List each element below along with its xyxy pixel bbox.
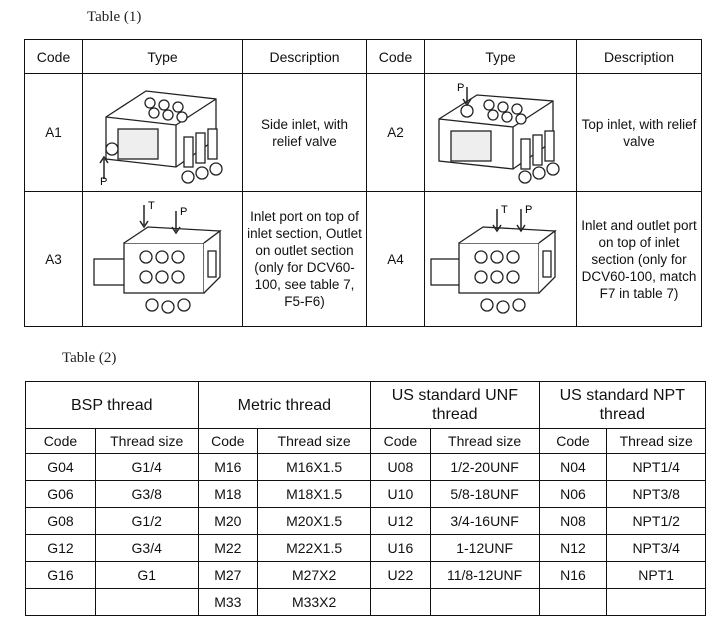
- code-cell: A2: [367, 74, 425, 192]
- group-header-unf: US standard UNF thread: [371, 382, 539, 429]
- table-cell: U12: [371, 508, 431, 535]
- table-cell: N08: [539, 508, 607, 535]
- table-cell: NPT1/4: [607, 454, 706, 481]
- table2-caption: Table (2): [62, 350, 117, 366]
- port-label: P: [179, 206, 187, 218]
- table-cell: M18: [198, 481, 258, 508]
- table-cell: NPT1: [607, 562, 706, 589]
- subheader-thread-size: Thread size: [430, 429, 539, 454]
- group-header-metric: Metric thread: [198, 382, 371, 429]
- subheader-thread-size: Thread size: [607, 429, 706, 454]
- table1-caption: Table (1): [87, 9, 142, 25]
- table-row: [25, 192, 702, 327]
- subheader-code: Code: [26, 429, 96, 454]
- table-cell: [607, 589, 706, 616]
- table-cell: G12: [26, 535, 96, 562]
- port-label: P: [99, 175, 107, 187]
- port-label: T: [147, 200, 155, 212]
- table-row: [25, 74, 702, 192]
- table-cell: [26, 589, 96, 616]
- port-label: P: [456, 81, 464, 94]
- description-cell: Inlet port on top of inlet section, Outlet on outlet section (only for DCV60-100, see table 7, F5-F6): [243, 192, 367, 327]
- table-row: [26, 454, 706, 481]
- table-cell: U22: [371, 562, 431, 589]
- table-cell: 1-12UNF: [430, 535, 539, 562]
- port-label: T: [500, 204, 508, 216]
- valve-illustration-a1: [83, 74, 243, 192]
- table-cell: M16X1.5: [258, 454, 371, 481]
- table-cell: M33X2: [258, 589, 371, 616]
- table-cell: N06: [539, 481, 607, 508]
- table-cell: G1/2: [95, 508, 198, 535]
- table-cell: [95, 589, 198, 616]
- table-row: [26, 535, 706, 562]
- table-cell: G3/8: [95, 481, 198, 508]
- table-cell: M27: [198, 562, 258, 589]
- table-cell: M22: [198, 535, 258, 562]
- table-row: [26, 589, 706, 616]
- code-cell: A4: [367, 192, 425, 327]
- thread-table: [25, 381, 706, 616]
- valve-drawing-a2: [427, 79, 575, 187]
- table-cell: N16: [539, 562, 607, 589]
- table-cell: 3/4-16UNF: [430, 508, 539, 535]
- table-cell: M16: [198, 454, 258, 481]
- table-cell: U08: [371, 454, 431, 481]
- subheader-code: Code: [198, 429, 258, 454]
- table-cell: M20: [198, 508, 258, 535]
- table-cell: G08: [26, 508, 96, 535]
- subheader-code: Code: [371, 429, 431, 454]
- code-cell: A3: [25, 192, 83, 327]
- table-cell: [539, 589, 607, 616]
- table-row: [26, 481, 706, 508]
- table-cell: [430, 589, 539, 616]
- table-row: [26, 562, 706, 589]
- valve-type-table: [24, 39, 702, 327]
- table-cell: G06: [26, 481, 96, 508]
- valve-drawing-a3: [88, 197, 238, 321]
- table-cell: 5/8-18UNF: [430, 481, 539, 508]
- description-cell: Side inlet, with relief valve: [243, 74, 367, 192]
- valve-illustration-a2: [425, 74, 577, 192]
- table-cell: G1/4: [95, 454, 198, 481]
- port-label: P: [524, 204, 532, 216]
- valve-drawing-a1: [88, 79, 238, 187]
- table-cell: M22X1.5: [258, 535, 371, 562]
- header-code: Code: [25, 40, 83, 74]
- table-cell: 11/8-12UNF: [430, 562, 539, 589]
- table-cell: M18X1.5: [258, 481, 371, 508]
- table-cell: G1: [95, 562, 198, 589]
- header-code: Code: [367, 40, 425, 74]
- header-description: Description: [577, 40, 702, 74]
- group-header-npt: US standard NPT thread: [539, 382, 705, 429]
- valve-illustration-a3: [83, 192, 243, 327]
- table-cell: N12: [539, 535, 607, 562]
- header-type: Type: [83, 40, 243, 74]
- table1-header-row: [25, 40, 702, 74]
- table-cell: N04: [539, 454, 607, 481]
- valve-illustration-a4: [425, 192, 577, 327]
- table-cell: G04: [26, 454, 96, 481]
- subheader-thread-size: Thread size: [258, 429, 371, 454]
- table-cell: [371, 589, 431, 616]
- table-cell: G3/4: [95, 535, 198, 562]
- table-cell: NPT1/2: [607, 508, 706, 535]
- table-cell: NPT3/8: [607, 481, 706, 508]
- code-cell: A1: [25, 74, 83, 192]
- description-cell: Inlet and outlet port on top of inlet section (only for DCV60-100, match F7 in table 7): [577, 192, 702, 327]
- group-header-bsp: BSP thread: [26, 382, 199, 429]
- subheader-thread-size: Thread size: [95, 429, 198, 454]
- table-cell: M20X1.5: [258, 508, 371, 535]
- table-row: [26, 508, 706, 535]
- table-cell: U16: [371, 535, 431, 562]
- header-type: Type: [425, 40, 577, 74]
- table-cell: U10: [371, 481, 431, 508]
- table-cell: M27X2: [258, 562, 371, 589]
- table-cell: M33: [198, 589, 258, 616]
- table-cell: 1/2-20UNF: [430, 454, 539, 481]
- thread-group-header-row: [26, 382, 706, 429]
- thread-subheader-row: [26, 429, 706, 454]
- table-cell: G16: [26, 562, 96, 589]
- table-cell: NPT3/4: [607, 535, 706, 562]
- valve-drawing-a4: [427, 197, 575, 321]
- description-cell: Top inlet, with relief valve: [577, 74, 702, 192]
- subheader-code: Code: [539, 429, 607, 454]
- header-description: Description: [243, 40, 367, 74]
